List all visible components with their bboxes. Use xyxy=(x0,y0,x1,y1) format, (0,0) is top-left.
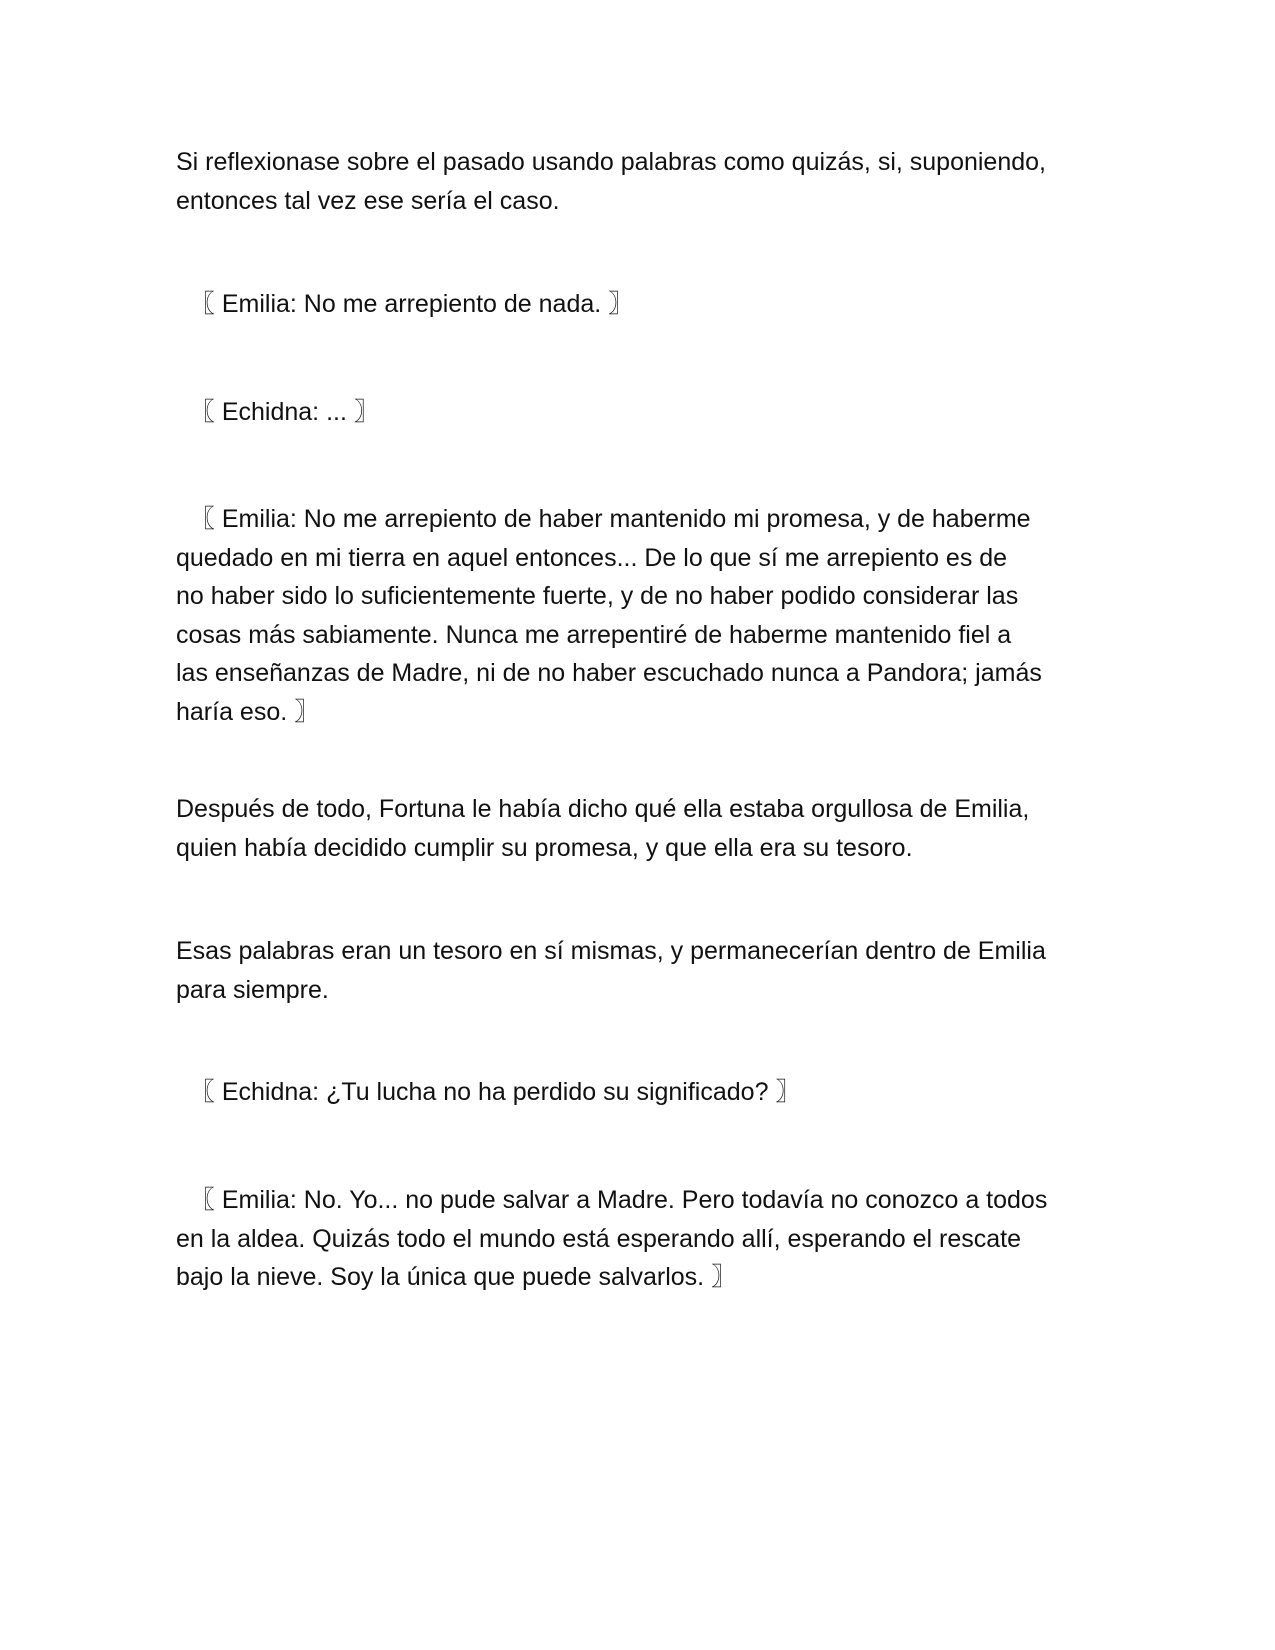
text-line: 〖 Echidna: ¿Tu lucha no ha perdido su significado? 〗 xyxy=(176,1078,801,1106)
paragraph-narration-3 xyxy=(176,932,1096,1009)
paragraph-dialogue-emilia-2 xyxy=(176,500,1096,731)
text-line: no haber sido lo suficientemente fuerte, y de no haber podido considerar las xyxy=(176,582,1019,610)
paragraph-dialogue-echidna-2 xyxy=(176,1073,1096,1112)
text-line: Si reflexionase sobre el pasado usando palabras como quizás, si, suponiendo, xyxy=(176,148,1046,176)
text-line: Después de todo, Fortuna le había dicho qué ella estaba orgullosa de Emilia, xyxy=(176,795,1030,823)
paragraph-dialogue-emilia-1 xyxy=(176,285,1096,324)
text-line: 〖 Emilia: No. Yo... no pude salvar a Madre. Pero todavía no conozco a todos xyxy=(176,1186,1048,1214)
text-line: Esas palabras eran un tesoro en sí mismas, y permanecerían dentro de Emilia xyxy=(176,937,1046,965)
text-line: cosas más sabiamente. Nunca me arrepentiré de haberme mantenido fiel a xyxy=(176,620,1012,649)
text-line: entonces tal vez ese sería el caso. xyxy=(176,186,560,215)
paragraph-narration-1 xyxy=(176,143,1096,220)
text-line: 〖 Emilia: No me arrepiento de haber mantenido mi promesa, y de haberme xyxy=(176,505,1031,533)
text-line: 〖 Emilia: No me arrepiento de nada. 〗 xyxy=(176,290,634,318)
text-line: 〖 Echidna: ... 〗 xyxy=(176,398,379,426)
text-line: quedado en mi tierra en aquel entonces... De lo que sí me arrepiento es de xyxy=(176,543,1008,572)
text-line: las enseñanzas de Madre, ni de no haber escuchado nunca a Pandora; jamás xyxy=(176,659,1042,687)
text-line: para siempre. xyxy=(176,975,329,1004)
paragraph-dialogue-emilia-3 xyxy=(176,1181,1096,1297)
text-line: haría eso. 〗 xyxy=(176,697,320,726)
text-line: quien había decidido cumplir su promesa, y que ella era su tesoro. xyxy=(176,833,913,862)
text-line: bajo la nieve. Soy la única que puede salvarlos. 〗 xyxy=(176,1263,737,1291)
text-line: en la aldea. Quizás todo el mundo está esperando allí, esperando el rescate xyxy=(176,1224,1021,1253)
paragraph-narration-2 xyxy=(176,790,1096,867)
paragraph-dialogue-echidna-1 xyxy=(176,393,1096,432)
